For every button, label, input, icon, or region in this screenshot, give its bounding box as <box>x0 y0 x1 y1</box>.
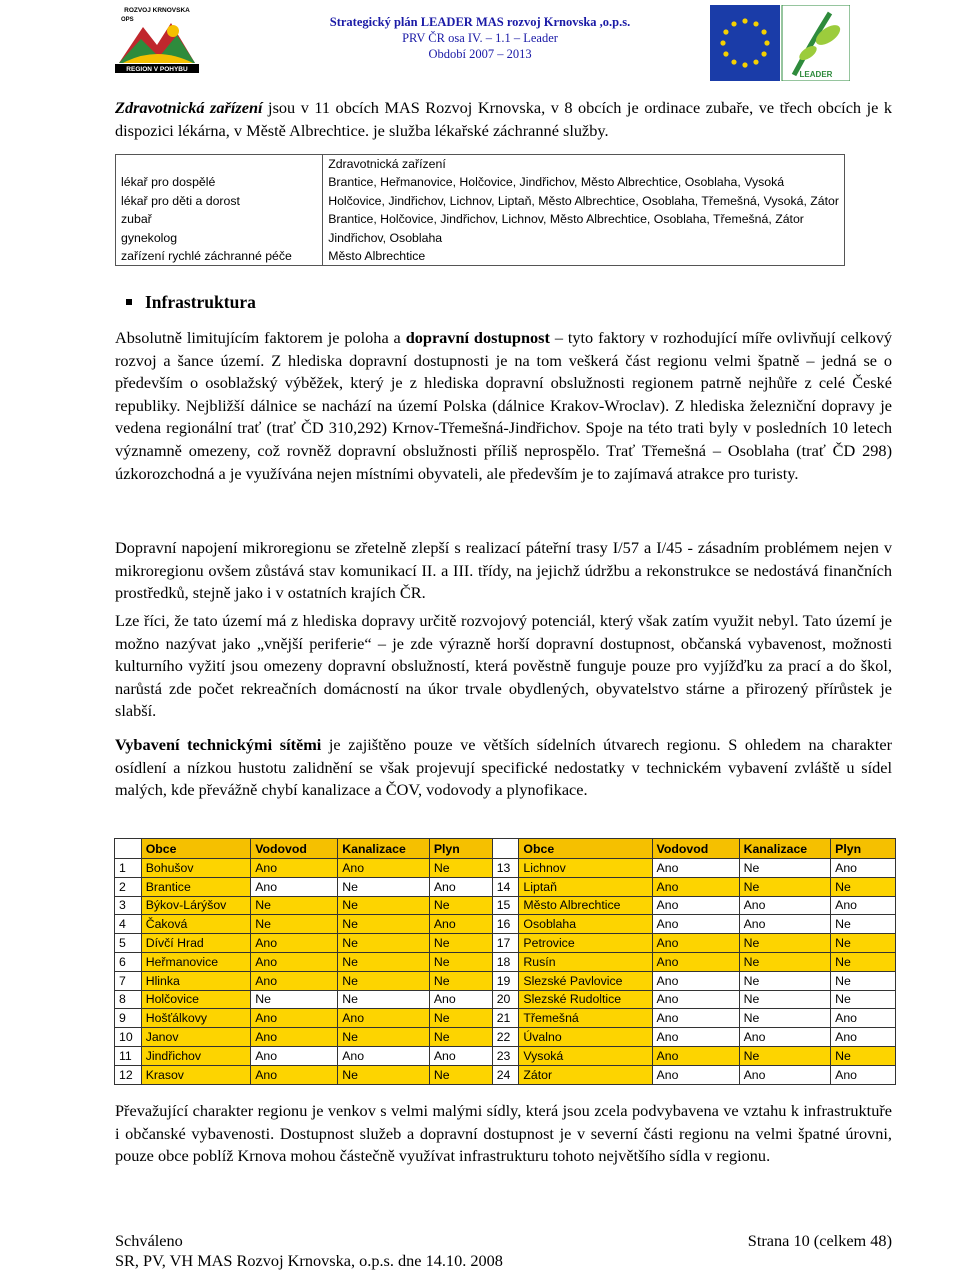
facility-category: gynekolog <box>116 229 323 247</box>
village-number: 13 <box>492 859 519 878</box>
village-number: 11 <box>115 1046 142 1065</box>
table-header-cell: Plyn <box>831 839 896 859</box>
village-name: Holčovice <box>141 990 251 1009</box>
table-row <box>115 915 896 934</box>
eu-star-icon <box>764 40 769 45</box>
bullet-icon <box>126 299 132 305</box>
sewerage-cell: Ne <box>338 934 430 953</box>
village-number: 24 <box>492 1065 519 1084</box>
table-header-cell: Zdravotnická zařízení <box>328 157 446 171</box>
table-row <box>115 934 896 953</box>
header-title: Strategický plán LEADER MAS rozvoj Krnovska ,o.p.s. <box>329 15 631 29</box>
gas-cell: Ano <box>831 896 896 915</box>
water-supply-cell: Ne <box>251 990 338 1009</box>
table-row <box>115 971 896 990</box>
facility-category: lékař pro děti a dorost <box>116 192 323 210</box>
table-row <box>115 896 896 915</box>
eu-star-icon <box>742 62 747 67</box>
paragraph-transport <box>115 327 892 485</box>
paragraph-text: – tyto faktory v rozhodující míře ovlivňují celkový rozvoj a šance území. Z hlediska dopravní dostupnosti je na tom veškerá část regionu velmi špatně – jedná se o především o osoblažský výběžek, který je z hlediska dopravní obslužnosti regionem patrně nejhůře z celé České republiky. Nejbližší dálnice se nachází na území Polska (dálnice Krakov-Wroclav). Z hlediska železniční dopravy je vedena regionální trať (trať ČD 310,292) Krnov-Třemešná-Jindřichov. Spoje na této trati byly v posledních 10 letech významně omezeny, což rovněž dopravní obslužnosti příliš neprospělo. Trať Třemešná – Osoblaha (trať ČD 298) úzkorozchodná a je využívána nejen místními obyvateli, ale především je to zajímavá atrakce pro turisty. <box>115 328 892 483</box>
intro-bold: Zdravotnická zařízení <box>115 98 263 117</box>
water-supply-cell: Ano <box>652 1046 739 1065</box>
table-header-row <box>115 839 896 859</box>
paragraph-technical <box>115 734 892 802</box>
paragraph-bold: dopravní dostupnost <box>405 328 550 347</box>
table-row <box>116 210 845 228</box>
village-number: 15 <box>492 896 519 915</box>
gas-cell: Ano <box>429 877 492 896</box>
village-name: Dívčí Hrad <box>141 934 251 953</box>
eu-leader-logo <box>710 5 850 81</box>
leader-logo-text: LEADER <box>799 70 833 79</box>
footer-approved: Schváleno <box>115 1231 183 1250</box>
facility-places: Holčovice, Jindřichov, Lichnov, Liptaň, Město Albrechtice, Osoblaha, Třemešná, Vysoká, Zátor <box>328 193 839 208</box>
gas-cell: Ne <box>429 1028 492 1047</box>
village-name: Město Albrechtice <box>519 896 652 915</box>
sewerage-cell: Ne <box>739 952 831 971</box>
paragraph-text: je zajištěno pouze ve větších sídelních útvarech regionu. S ohledem na charakter osídlení a nízkou hustotu zalidnění se však projevují specifické nedostatky v technickém vybavení zvláště u sídel malých, kde převážně chybí kanalizace a ČOV, vodovody a plynofikace. <box>115 735 892 800</box>
village-name: Brantice <box>141 877 251 896</box>
gas-cell: Ne <box>831 990 896 1009</box>
village-infrastructure-table <box>114 838 896 1085</box>
table-header-cell: Kanalizace <box>338 839 430 859</box>
table-row <box>116 229 845 247</box>
sewerage-cell: Ne <box>338 1065 430 1084</box>
water-supply-cell: Ano <box>251 934 338 953</box>
water-supply-cell: Ano <box>652 1028 739 1047</box>
village-name: Osoblaha <box>519 915 652 934</box>
gas-cell: Ano <box>831 1009 896 1028</box>
gas-cell: Ano <box>429 1046 492 1065</box>
village-number: 9 <box>115 1009 142 1028</box>
gas-cell: Ne <box>831 934 896 953</box>
paragraph-text: Absolutně limitujícím faktorem je poloha a <box>115 328 406 347</box>
sewerage-cell: Ano <box>739 1028 831 1047</box>
water-supply-cell: Ano <box>251 1065 338 1084</box>
logo-bottom-text: REGION V POHYBU <box>126 66 188 73</box>
facility-category: zařízení rychlé záchranné péče <box>116 247 323 266</box>
village-name: Vysoká <box>519 1046 652 1065</box>
gas-cell: Ne <box>831 877 896 896</box>
water-supply-cell: Ano <box>652 971 739 990</box>
village-name: Hošťálkovy <box>141 1009 251 1028</box>
village-name: Petrovice <box>519 934 652 953</box>
village-number: 12 <box>115 1065 142 1084</box>
header-subtitle: PRV ČR osa IV. – 1.1 – Leader <box>402 31 558 45</box>
table-row <box>115 1065 896 1084</box>
table-row <box>115 1028 896 1047</box>
header-period: Období 2007 – 2013 <box>428 47 532 61</box>
facility-places: Brantice, Heřmanovice, Holčovice, Jindřichov, Město Albrechtice, Osoblaha, Vysoká <box>328 175 785 190</box>
eu-star-icon <box>723 29 728 34</box>
village-number: 21 <box>492 1009 519 1028</box>
village-number: 14 <box>492 877 519 896</box>
sewerage-cell: Ne <box>739 934 831 953</box>
gas-cell: Ne <box>831 1046 896 1065</box>
eu-star-icon <box>723 51 728 56</box>
section-heading-text: Infrastruktura <box>145 292 256 312</box>
water-supply-cell: Ano <box>652 896 739 915</box>
village-name: Heřmanovice <box>141 952 251 971</box>
footer-approval-detail: SR, PV, VH MAS Rozvoj Krnovska, o.p.s. dne 14.10. 2008 <box>115 1251 503 1270</box>
village-number: 18 <box>492 952 519 971</box>
eu-star-icon <box>731 59 736 64</box>
table-header-cell: Vodovod <box>251 839 338 859</box>
water-supply-cell: Ano <box>251 859 338 878</box>
village-name: Čaková <box>141 915 251 934</box>
table-row <box>116 192 845 210</box>
facility-category: zubař <box>116 210 323 228</box>
water-supply-cell: Ano <box>652 1065 739 1084</box>
gas-cell: Ne <box>429 896 492 915</box>
gas-cell: Ano <box>831 859 896 878</box>
table-row <box>115 1046 896 1065</box>
village-name: Zátor <box>519 1065 652 1084</box>
table-row <box>115 1009 896 1028</box>
village-number: 3 <box>115 896 142 915</box>
gas-cell: Ne <box>831 952 896 971</box>
health-facility-table <box>115 154 845 266</box>
gas-cell: Ne <box>429 1009 492 1028</box>
sewerage-cell: Ne <box>338 990 430 1009</box>
sewerage-cell: Ne <box>739 1046 831 1065</box>
section-heading <box>126 292 256 313</box>
gas-cell: Ne <box>831 915 896 934</box>
sewerage-cell: Ne <box>338 877 430 896</box>
village-number: 16 <box>492 915 519 934</box>
facility-places: Město Albrechtice <box>328 249 426 264</box>
village-name: Jindřichov <box>141 1046 251 1065</box>
village-number: 2 <box>115 877 142 896</box>
village-number: 19 <box>492 971 519 990</box>
gas-cell: Ano <box>429 990 492 1009</box>
gas-cell: Ne <box>831 971 896 990</box>
village-number: 1 <box>115 859 142 878</box>
paragraph-roads: Dopravní napojení mikroregionu se zřetelně zlepší s realizací páteřní trasy I/57 a I/45 - zásadním problémem nejen v mikroregionu ovšem zůstává stav komunikací II. a III. třídy, na jejichž údržbu a rekonstrukce se nedostává finančních prostředků, stejně jako i v ostatních krajích ČR. <box>115 538 892 603</box>
sewerage-cell: Ne <box>739 971 831 990</box>
village-name: Liptaň <box>519 877 652 896</box>
village-number: 23 <box>492 1046 519 1065</box>
table-header-cell: Plyn <box>429 839 492 859</box>
water-supply-cell: Ano <box>251 971 338 990</box>
village-name: Úvalno <box>519 1028 652 1047</box>
eu-star-icon <box>753 59 758 64</box>
table-row <box>115 877 896 896</box>
table-header-row <box>116 155 845 174</box>
sewerage-cell: Ne <box>338 896 430 915</box>
village-name: Hlinka <box>141 971 251 990</box>
page-footer <box>115 1231 892 1271</box>
table-cell <box>116 155 323 174</box>
water-supply-cell: Ano <box>251 1009 338 1028</box>
sewerage-cell: Ne <box>338 1028 430 1047</box>
water-supply-cell: Ano <box>652 952 739 971</box>
sewerage-cell: Ne <box>739 877 831 896</box>
sewerage-cell: Ne <box>338 915 430 934</box>
sewerage-cell: Ano <box>739 1065 831 1084</box>
village-name: Krasov <box>141 1065 251 1084</box>
village-name: Slezské Rudoltice <box>519 990 652 1009</box>
paragraph-conclusion: Převažující charakter regionu je venkov s velmi malými sídly, která jsou zcela podvybavena ve vztahu k infrastruktuře i občanské vybavenosti. Dostupnost služeb a dopravní dostupnost je v severní části regionu na velmi špatné úrovni, pouze obce poblíž Krnova mohou částečně využívat infrastrukturu tohoto největšího sídla v regionu. <box>115 1101 892 1166</box>
gas-cell: Ne <box>429 952 492 971</box>
water-supply-cell: Ano <box>251 1028 338 1047</box>
sewerage-cell: Ano <box>739 915 831 934</box>
paragraph-bold: Vybavení technickými sítěmi <box>115 735 322 754</box>
table-row <box>115 952 896 971</box>
village-number: 22 <box>492 1028 519 1047</box>
sewerage-cell: Ano <box>338 1046 430 1065</box>
village-name: Býkov-Lárýšov <box>141 896 251 915</box>
table-header-cell: Vodovod <box>652 839 739 859</box>
gas-cell: Ano <box>831 1028 896 1047</box>
table-header-cell <box>492 839 519 859</box>
village-number: 10 <box>115 1028 142 1047</box>
eu-star-icon <box>731 21 736 26</box>
water-supply-cell: Ano <box>652 1009 739 1028</box>
water-supply-cell: Ano <box>251 952 338 971</box>
eu-star-icon <box>753 21 758 26</box>
gas-cell: Ano <box>831 1065 896 1084</box>
water-supply-cell: Ne <box>251 915 338 934</box>
gas-cell: Ne <box>429 859 492 878</box>
water-supply-cell: Ano <box>652 934 739 953</box>
gas-cell: Ne <box>429 1065 492 1084</box>
sewerage-cell: Ne <box>739 990 831 1009</box>
sewerage-cell: Ne <box>338 971 430 990</box>
sewerage-cell: Ne <box>739 859 831 878</box>
facility-places: Brantice, Holčovice, Jindřichov, Lichnov, Město Albrechtice, Osoblaha, Třemešná, Zátor <box>328 212 804 227</box>
intro-paragraph <box>115 97 892 142</box>
facility-places: Jindřichov, Osoblaha <box>328 230 443 245</box>
table-row <box>115 990 896 1009</box>
table-header-cell: Obce <box>519 839 652 859</box>
sewerage-cell: Ne <box>338 952 430 971</box>
water-supply-cell: Ano <box>652 859 739 878</box>
water-supply-cell: Ne <box>251 896 338 915</box>
paragraph-periphery: Lze říci, že tato území má z hlediska dopravy určitě rozvojový potenciál, který však zatím využit nebyl. Tato území je možno nazývat jako „vnější periferie“ – je zde výrazně horší dopravní dostupnost, občanská vybavenost, možnosti kulturního vyžití jsou omezeny dopravní obslužností, která pověstně funguje pouze pro vyjížďku za prací a do škol, narůstá zde počet rekreačních domácností na úkor trvale obydlených, obyvatelstvo stárne a přirozený přírůstek je slabší. <box>115 611 892 721</box>
village-number: 7 <box>115 971 142 990</box>
sewerage-cell: Ano <box>338 1009 430 1028</box>
table-header-cell: Obce <box>141 839 251 859</box>
water-supply-cell: Ano <box>652 915 739 934</box>
village-number: 5 <box>115 934 142 953</box>
intro-text: jsou v 11 obcích MAS Rozvoj Krnovska, v 8 obcích je ordinace zubaře, ve třech obcích je k dispozici lékárna, v Městě Albrechtice. je služba lékařské záchranné služby. <box>115 98 892 140</box>
village-name: Slezské Pavlovice <box>519 971 652 990</box>
water-supply-cell: Ano <box>251 877 338 896</box>
village-name: Janov <box>141 1028 251 1047</box>
gas-cell: Ano <box>429 915 492 934</box>
water-supply-cell: Ano <box>652 990 739 1009</box>
sewerage-cell: Ano <box>338 859 430 878</box>
table-row <box>116 247 845 266</box>
table-row <box>116 173 845 191</box>
village-name: Třemešná <box>519 1009 652 1028</box>
water-supply-cell: Ano <box>652 877 739 896</box>
logo-top-text: ROZVOJ KRNOVSKA <box>124 7 190 14</box>
table-row <box>115 859 896 878</box>
eu-star-icon <box>761 51 766 56</box>
village-name: Bohušov <box>141 859 251 878</box>
eu-star-icon <box>742 18 747 23</box>
village-number: 6 <box>115 952 142 971</box>
page-number: Strana 10 (celkem 48) <box>747 1231 892 1250</box>
logo-sub-text: OPS <box>121 17 134 23</box>
village-name: Lichnov <box>519 859 652 878</box>
village-name: Rusín <box>519 952 652 971</box>
eu-star-icon <box>761 29 766 34</box>
table-header-cell <box>115 839 142 859</box>
sewerage-cell: Ne <box>739 1009 831 1028</box>
gas-cell: Ne <box>429 934 492 953</box>
village-number: 8 <box>115 990 142 1009</box>
water-supply-cell: Ano <box>251 1046 338 1065</box>
village-number: 17 <box>492 934 519 953</box>
facility-category: lékař pro dospělé <box>116 173 323 191</box>
sewerage-cell: Ano <box>739 896 831 915</box>
village-number: 20 <box>492 990 519 1009</box>
village-number: 4 <box>115 915 142 934</box>
table-header-cell: Kanalizace <box>739 839 831 859</box>
eu-star-icon <box>720 40 725 45</box>
gas-cell: Ne <box>429 971 492 990</box>
